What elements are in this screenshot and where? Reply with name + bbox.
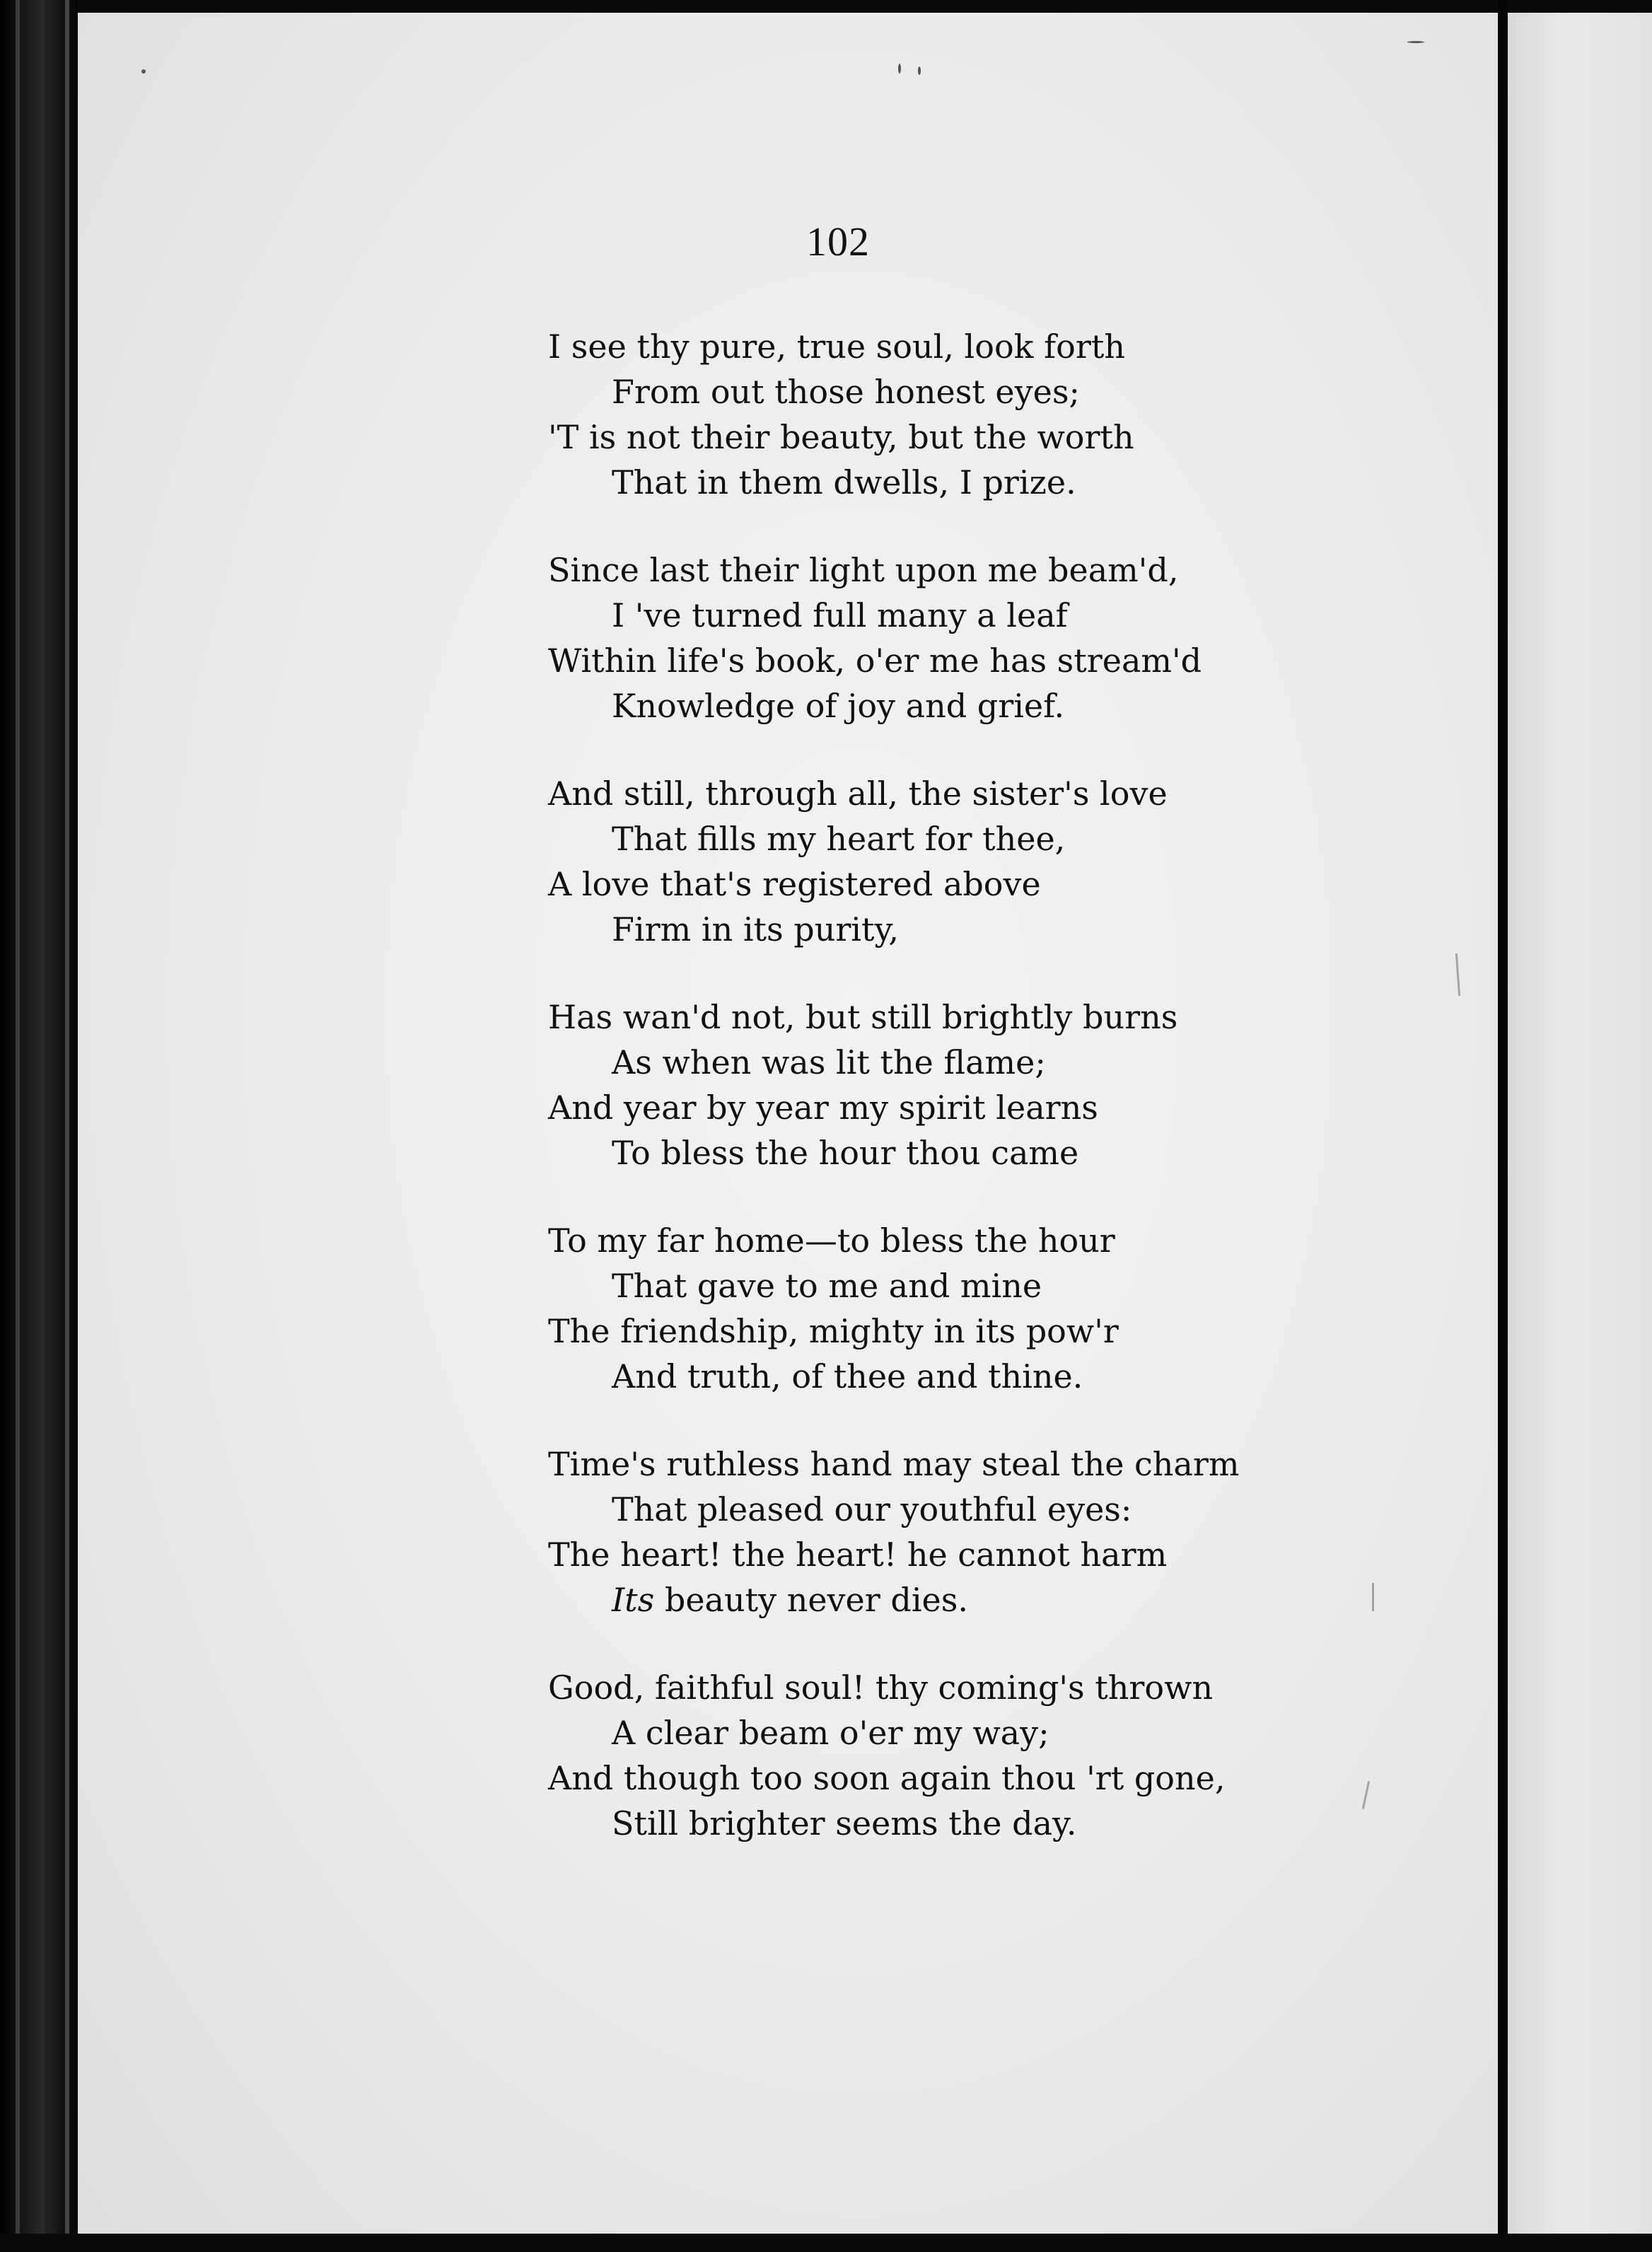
stanza [548,994,1467,1176]
binding-line [16,0,20,2252]
page-number: 102 [806,219,870,265]
poem-body [548,324,1467,1888]
poem-line: From out those honest eyes; [612,373,1080,411]
poem-line: To my far home—to bless the hour [548,1221,1115,1260]
poem-line: And truth, of thee and thine. [612,1357,1083,1395]
poem-line-text: beauty never dies. [664,1581,968,1619]
dust-speck [1407,41,1424,43]
poem-line [548,1577,1467,1623]
poem-line: Time's ruthless hand may steal the charm [548,1445,1240,1483]
poem-line: Has wan'd not, but still brightly burns [548,998,1178,1036]
poem-line: And year by year my spirit learns [548,1089,1098,1127]
poem-line: 'T is not their beauty, but the worth [548,418,1134,456]
poem-line: As when was lit the flame; [612,1043,1046,1081]
poem-line: And still, through all, the sister's love [548,774,1168,813]
stanza [548,1218,1467,1399]
poem-line: A clear beam o'er my way; [612,1714,1049,1752]
poem-line: The friendship, mighty in its pow'r [548,1312,1119,1350]
poem-line: To bless the hour thou came [612,1134,1079,1172]
stanza [548,547,1467,729]
poem-line: Knowledge of joy and grief. [612,687,1065,725]
poem-line: The heart! the heart! he cannot harm [548,1536,1168,1574]
top-edge [0,0,1652,13]
poem-line: That pleased our youthful eyes: [612,1490,1132,1528]
stanza [548,1441,1467,1623]
poem-line: I 've turned full many a leaf [612,596,1068,634]
binding-line [45,0,50,2252]
poem-line: Since last their light upon me beam'd, [548,551,1179,589]
dust-speck [898,64,901,74]
poem-line: A love that's registered above [548,865,1041,903]
poem-line: Still brighter seems the day. [612,1804,1077,1842]
binding-line [65,0,69,2252]
dust-speck [141,69,146,74]
book-binding [0,0,78,2252]
poem-line: And though too soon again thou 'rt gone, [548,1759,1226,1797]
stanza [548,1665,1467,1846]
dust-speck [918,66,921,75]
italic-word: Its [612,1581,655,1619]
poem-line: That in them dwells, I prize. [612,463,1076,501]
poem-line: That fills my heart for thee, [612,820,1066,858]
page-gutter [1498,0,1508,2252]
poem-line: That gave to me and mine [612,1267,1042,1305]
poem-line: Within life's book, o'er me has stream'd [548,642,1202,680]
stanza [548,771,1467,952]
poem-line: I see thy pure, true soul, look forth [548,327,1125,366]
bottom-edge [0,2234,1652,2252]
stanza [548,324,1467,505]
adjacent-page-edge [1508,13,1652,2241]
poem-line: Good, faithful soul! thy coming's thrown [548,1668,1214,1707]
poem-line: Firm in its purity, [612,910,900,948]
